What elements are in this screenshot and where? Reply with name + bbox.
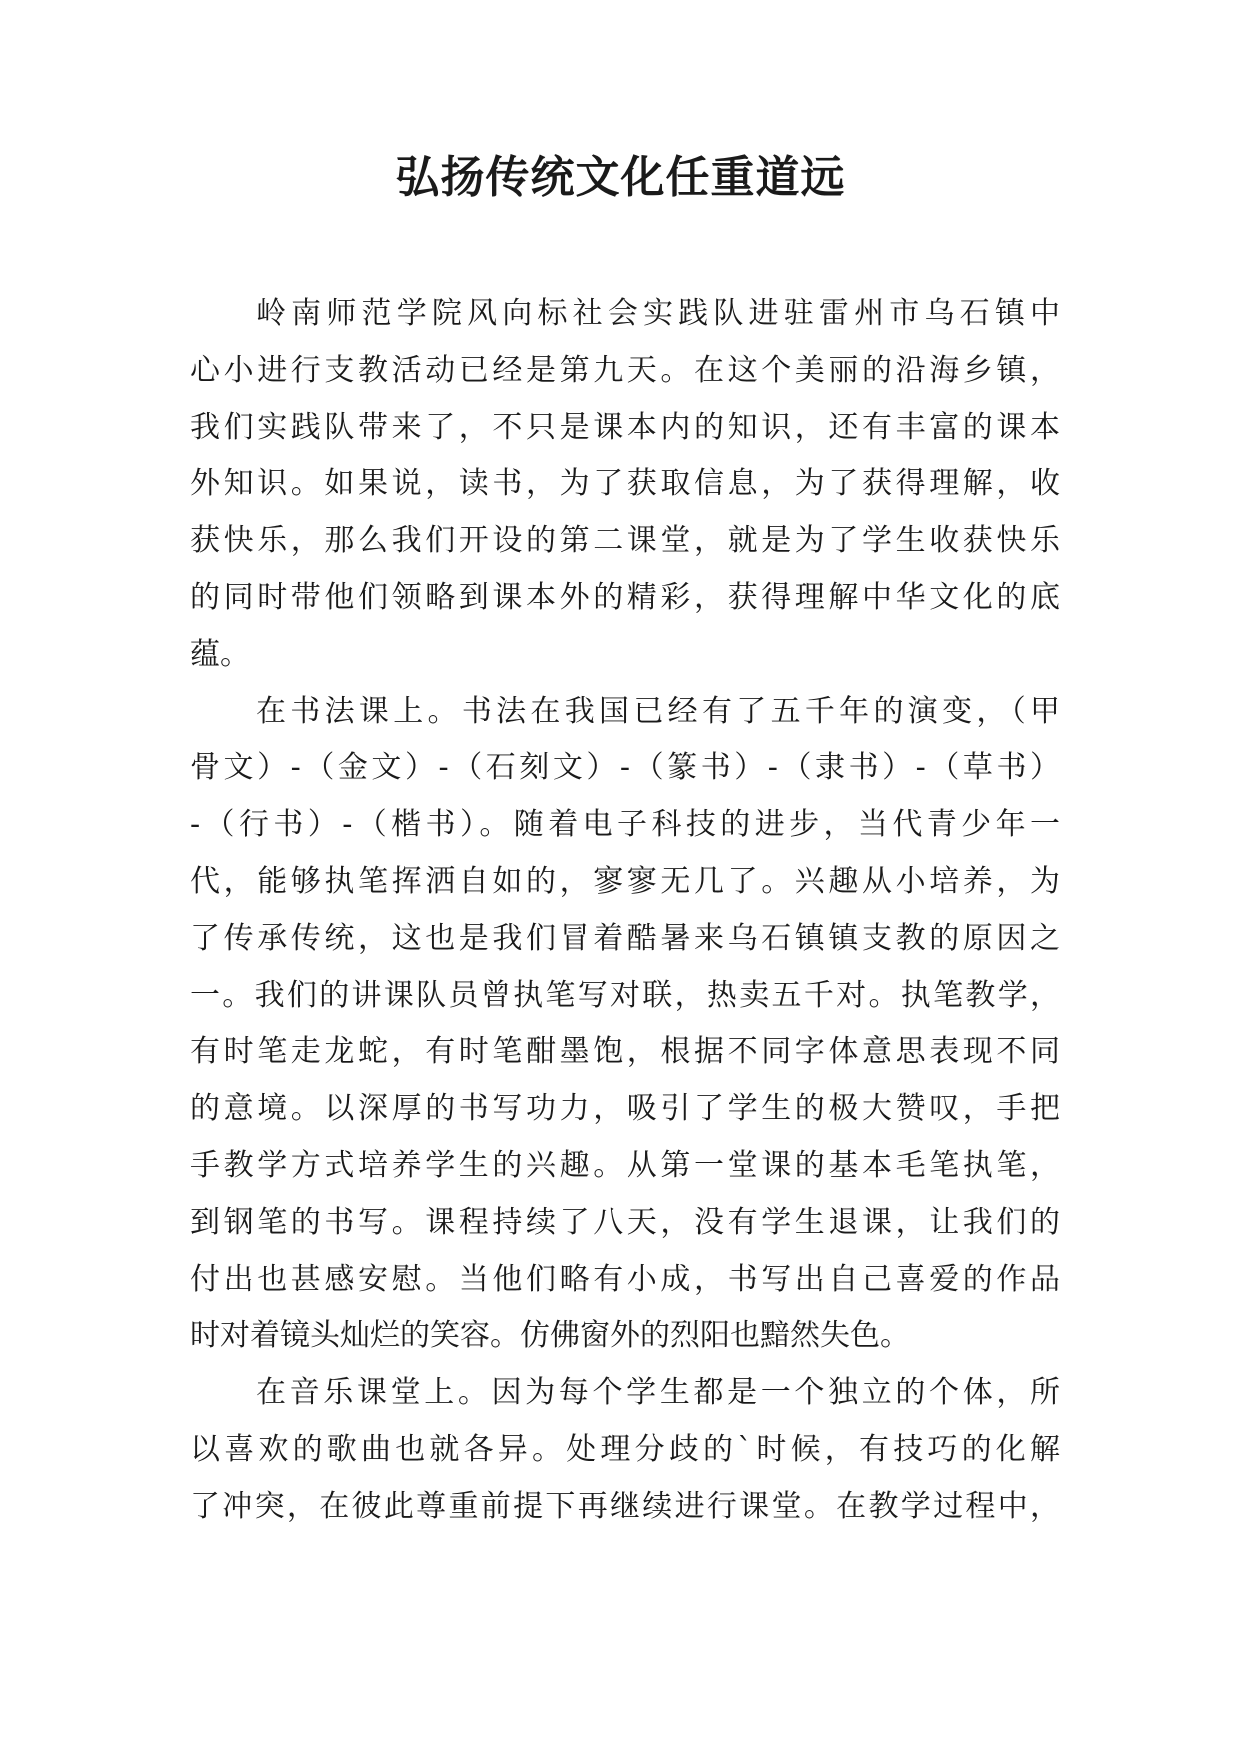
text-line: 外知识。如果说，读书，为了获取信息，为了获得理解，收 (190, 466, 1060, 502)
text-line: 岭南师范学院风向标社会实践队进驻雷州市乌石镇中 (256, 296, 1060, 331)
text-line: 在音乐课堂上。因为每个学生都是一个独立的个体，所 (256, 1375, 1060, 1411)
text-line: 以喜欢的歌曲也就各异。处理分歧的`时候，有技巧的化解 (190, 1431, 1060, 1467)
text-line: 获快乐，那么我们开设的第二课堂，就是为了学生收获快乐 (190, 523, 1060, 559)
text-line: 在书法课上。书法在我国已经有了五千年的演变，（甲 (256, 693, 1060, 729)
text-line: 我们实践队带来了，不只是课本内的知识，还有丰富的课本 (190, 409, 1060, 445)
text-line: 了冲突，在彼此尊重前提下再继续进行课堂。在教学过程中， (190, 1488, 1060, 1524)
document-title: 弘扬传统文化任重道远 (395, 152, 846, 203)
text-line: 到钢笔的书写。课程持续了八天，没有学生退课，让我们的 (190, 1204, 1060, 1240)
text-line: 付出也甚感安慰。当他们略有小成，书写出自己喜爱的作品 (190, 1261, 1060, 1297)
text-line: 的同时带他们领略到课本外的精彩，获得理解中华文化的底 (190, 579, 1060, 615)
paragraph-music (190, 1365, 1060, 1535)
document-body (190, 286, 1060, 1536)
text-line: 蕴。 (190, 636, 250, 672)
paragraph-calligraphy (190, 684, 1060, 1366)
text-line: 了传承传统，这也是我们冒着酷暑来乌石镇镇支教的原因之 (190, 920, 1060, 956)
text-line: 一。我们的讲课队员曾执笔写对联，热卖五千对。执笔教学， (190, 977, 1060, 1013)
text-line: 心小进行支教活动已经是第九天。在这个美丽的沿海乡镇， (190, 352, 1060, 388)
text-line: 的意境。以深厚的书写功力，吸引了学生的极大赞叹，手把 (190, 1091, 1060, 1127)
text-line: 代，能够执笔挥洒自如的，寥寥无几了。兴趣从小培养，为 (190, 863, 1060, 899)
text-line: 手教学方式培养学生的兴趣。从第一堂课的基本毛笔执笔， (190, 1147, 1060, 1183)
paragraph-intro (190, 286, 1060, 684)
text-line: 时对着镜头灿烂的笑容。仿佛窗外的烈阳也黯然失色。 (190, 1318, 910, 1354)
text-line: 骨文）-（金文）-（石刻文）-（篆书）-（隶书）-（草书） (190, 750, 1060, 786)
text-line: 有时笔走龙蛇，有时笔酣墨饱，根据不同字体意思表现不同 (190, 1034, 1060, 1070)
text-line: -（行书）-（楷书）。随着电子科技的进步，当代青少年一 (190, 807, 1060, 843)
